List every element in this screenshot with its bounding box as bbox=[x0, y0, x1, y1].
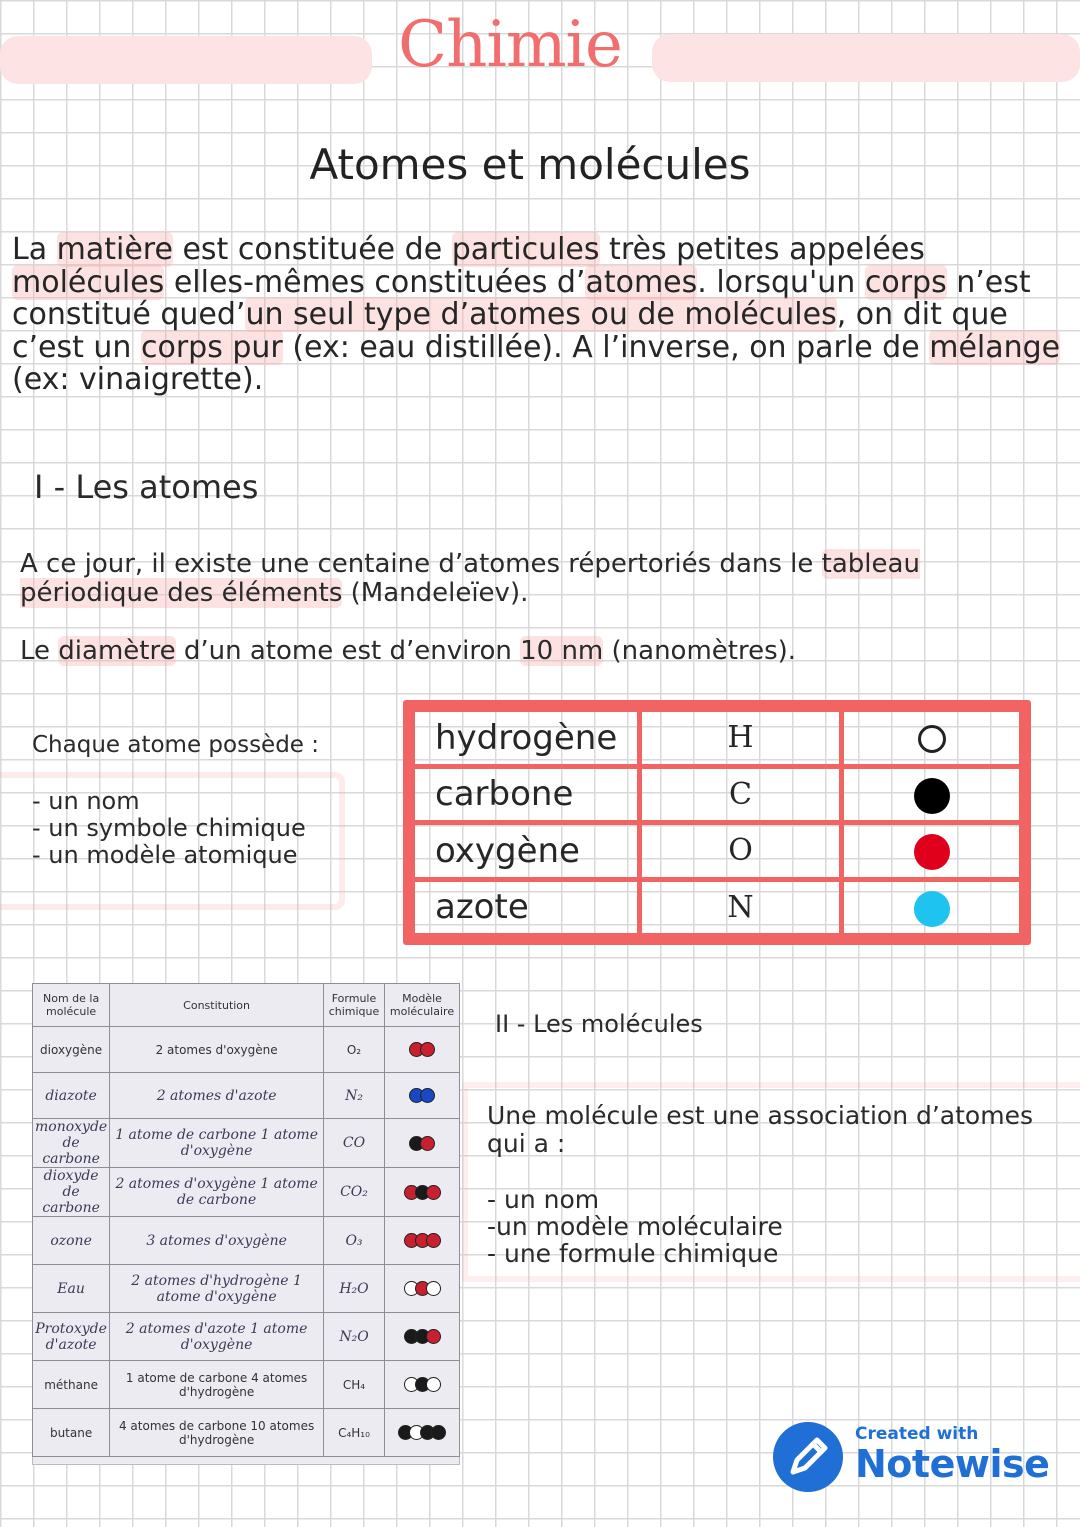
molecule-model bbox=[385, 1361, 460, 1409]
pencil-icon bbox=[773, 1422, 843, 1492]
highlight-matiere: matière bbox=[56, 232, 173, 267]
molecule-name: Eau bbox=[33, 1265, 110, 1313]
page-title: Chimie bbox=[398, 8, 622, 82]
molecule-constitution: 3 atomes d'oxygène bbox=[110, 1217, 324, 1265]
molecule-model bbox=[385, 1265, 460, 1313]
atom-symbol: H bbox=[640, 710, 842, 767]
atom-model-cell bbox=[842, 879, 1022, 936]
molecule-model bbox=[385, 1313, 460, 1361]
highlight-tableau-periodique: tableau périodique des éléments bbox=[20, 549, 920, 608]
molecule-constitution: 2 atomes d'oxygène bbox=[110, 1027, 324, 1073]
highlight-10nm: 10 nm bbox=[520, 636, 604, 666]
atom-model-cell bbox=[842, 710, 1022, 767]
table-row bbox=[33, 1265, 460, 1313]
molecule-formula: C₄H₁₀ bbox=[324, 1409, 385, 1457]
atom-name: azote bbox=[413, 879, 640, 936]
molecule-name: butane bbox=[33, 1409, 110, 1457]
table-row bbox=[33, 1313, 460, 1361]
molecule-constitution: 2 atomes d'azote 1 atome d'oxygène bbox=[110, 1313, 324, 1361]
paragraph-diametre: Le diamètre d’un atome est d’environ 10 nm (nanomètres). bbox=[20, 636, 797, 666]
logo-caption: Created with bbox=[855, 1424, 979, 1444]
highlight-diametre: diamètre bbox=[58, 636, 176, 666]
molecule-formula: N₂O bbox=[324, 1313, 385, 1361]
list-item: - un nom bbox=[32, 787, 140, 815]
molecule-definition: Une molécule est une association d’atomes qui a : bbox=[487, 1101, 1033, 1158]
molecule-model bbox=[385, 1119, 460, 1168]
molecule-formula: CH₄ bbox=[324, 1361, 385, 1409]
molecule-model bbox=[385, 1073, 460, 1119]
molecule-bead-icon bbox=[426, 1329, 441, 1344]
molecule-formula: H₂O bbox=[324, 1265, 385, 1313]
list-item: - un symbole chimique bbox=[32, 814, 306, 842]
highlight-un-seul-type: un seul type d’atomes ou de molécules bbox=[245, 297, 837, 332]
table-row bbox=[413, 766, 1022, 823]
molecule-constitution: 2 atomes d'hydrogène 1 atome d'oxygène bbox=[110, 1265, 324, 1313]
molecule-constitution: 2 atomes d'oxygène 1 atome de carbone bbox=[110, 1168, 324, 1217]
molecule-formula: O₂ bbox=[324, 1027, 385, 1073]
molecule-bead-icon bbox=[420, 1088, 435, 1103]
highlight-atomes: atomes bbox=[585, 264, 698, 300]
list-item: - une formule chimique bbox=[487, 1239, 779, 1268]
table-row bbox=[413, 823, 1022, 880]
table-row bbox=[33, 1168, 460, 1217]
intro-paragraph: La matière est constituée de particules très petites appelées molécules elles-mêmes constituées d’atomes. lorsqu'un corps n’est constitué qued’un seul type d’atomes ou de molécules, on dit que c’est un corps pur (ex: eau distillée). A l’inverse, on parle de mélange (ex: vinaigrette). bbox=[12, 232, 1061, 397]
molecule-bead-icon bbox=[426, 1185, 441, 1200]
column-header: Nom de la molécule bbox=[33, 984, 110, 1027]
column-header: Formule chimique bbox=[324, 984, 385, 1027]
molecule-bead-icon bbox=[420, 1136, 435, 1151]
section-heading-atomes: I - Les atomes bbox=[34, 468, 259, 506]
molecule-bead-icon bbox=[426, 1233, 441, 1248]
molecule-constitution: 4 atomes de carbone 10 atomes d'hydrogène bbox=[110, 1409, 324, 1457]
molecule-name: diazote bbox=[33, 1073, 110, 1119]
highlight-corps-pur: corps pur bbox=[140, 329, 283, 365]
atom-symbol: O bbox=[640, 823, 842, 880]
molecule-model bbox=[385, 1027, 460, 1073]
atom-table bbox=[403, 700, 1031, 945]
highlight-corps: corps bbox=[864, 264, 947, 300]
table-row bbox=[33, 1217, 460, 1265]
title-band-left bbox=[0, 36, 372, 84]
title-band-right bbox=[652, 34, 1080, 82]
molecule-name: Protoxyde d'azote bbox=[33, 1313, 110, 1361]
atom-properties-list bbox=[32, 788, 306, 869]
atom-name: hydrogène bbox=[413, 710, 640, 767]
molecule-formula: N₂ bbox=[324, 1073, 385, 1119]
list-item: -un modèle moléculaire bbox=[487, 1212, 783, 1241]
table-row bbox=[33, 1027, 460, 1073]
molecule-properties-list bbox=[487, 1186, 783, 1267]
molecule-formula: CO bbox=[324, 1119, 385, 1168]
highlight-molecules: molécules bbox=[12, 264, 165, 300]
column-header: Modèle moléculaire bbox=[385, 984, 460, 1027]
paragraph-centaine-atomes: A ce jour, il existe une centaine d’atomes répertoriés dans le tableau périodique des éléments (Mandeleïev). bbox=[20, 549, 920, 608]
molecule-model bbox=[385, 1409, 460, 1457]
molecule-model bbox=[385, 1168, 460, 1217]
molecule-name: dioxyde de carbone bbox=[33, 1168, 110, 1217]
atom-model-cell bbox=[842, 823, 1022, 880]
molecule-name: monoxyde de carbone bbox=[33, 1119, 110, 1168]
table-row bbox=[413, 710, 1022, 767]
column-header: Constitution bbox=[110, 984, 324, 1027]
page-subtitle: Atomes et molécules bbox=[309, 140, 751, 189]
molecule-formula: CO₂ bbox=[324, 1168, 385, 1217]
table-row bbox=[33, 1361, 460, 1409]
table-row bbox=[33, 1409, 460, 1457]
table-row bbox=[413, 879, 1022, 936]
list-item: - un nom bbox=[487, 1185, 600, 1214]
atom-model-cell bbox=[842, 766, 1022, 823]
table-row bbox=[33, 1073, 460, 1119]
molecule-name: dioxygène bbox=[33, 1027, 110, 1073]
highlight-melange: mélange bbox=[929, 329, 1061, 365]
section-heading-molecules: II - Les molécules bbox=[495, 1010, 703, 1038]
molecule-bead-icon bbox=[431, 1425, 446, 1440]
list-item: - un modèle atomique bbox=[32, 841, 298, 869]
molecule-constitution: 2 atomes d'azote bbox=[110, 1073, 324, 1119]
atom-name: carbone bbox=[413, 766, 640, 823]
atom-symbol: N bbox=[640, 879, 842, 936]
atom-model-icon bbox=[918, 725, 946, 753]
atom-model-icon bbox=[914, 778, 950, 814]
logo-wordmark: Notewise bbox=[855, 1442, 1050, 1486]
molecule-constitution: 1 atome de carbone 1 atome d'oxygène bbox=[110, 1119, 324, 1168]
molecule-name: méthane bbox=[33, 1361, 110, 1409]
table-row bbox=[33, 1119, 460, 1168]
molecule-bead-icon bbox=[420, 1042, 435, 1057]
table-header-row bbox=[33, 984, 460, 1027]
molecule-name: ozone bbox=[33, 1217, 110, 1265]
molecule-bead-icon bbox=[426, 1377, 441, 1392]
atom-model-icon bbox=[914, 834, 950, 870]
atom-name: oxygène bbox=[413, 823, 640, 880]
molecule-table-photo bbox=[32, 983, 460, 1465]
molecule-bead-icon bbox=[426, 1281, 441, 1296]
highlight-particules: particules bbox=[451, 232, 600, 267]
molecule-constitution: 1 atome de carbone 4 atomes d'hydrogène bbox=[110, 1361, 324, 1409]
molecule-model bbox=[385, 1217, 460, 1265]
atom-model-icon bbox=[914, 891, 950, 927]
molecule-formula: O₃ bbox=[324, 1217, 385, 1265]
atom-properties-label: Chaque atome possède : bbox=[32, 732, 320, 758]
atom-symbol: C bbox=[640, 766, 842, 823]
